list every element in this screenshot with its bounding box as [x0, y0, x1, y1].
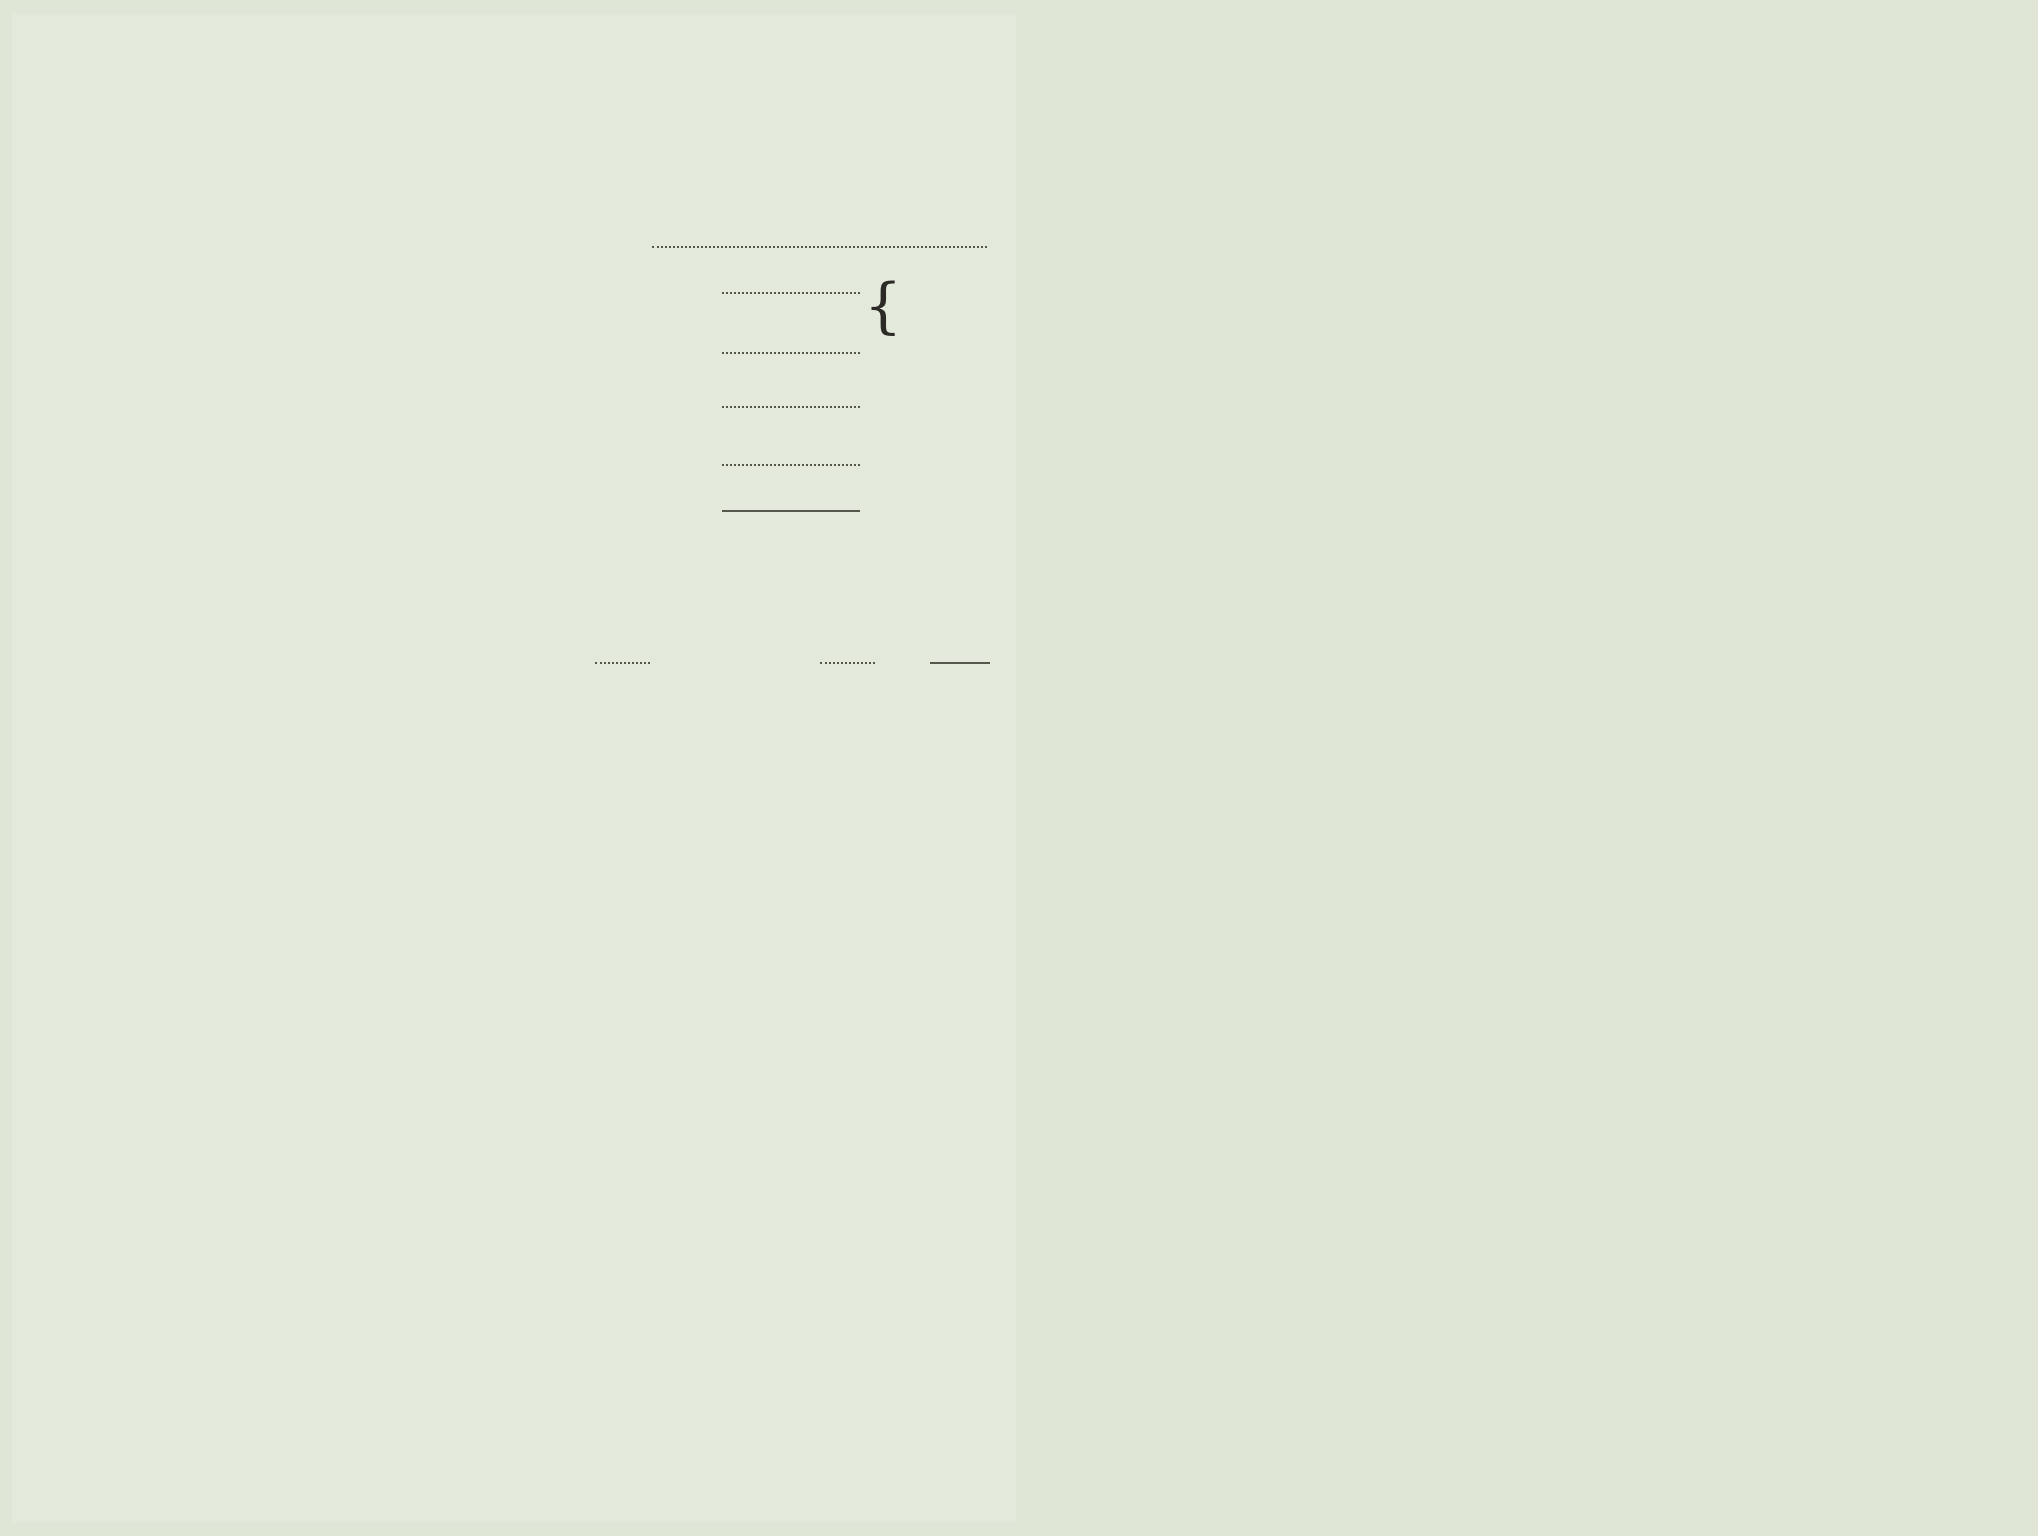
rooms-ordinary-answer: [722, 352, 860, 354]
angi-answer-line: [652, 246, 987, 248]
rooms-maid-answer: [722, 406, 860, 408]
left-page: [12, 14, 1016, 1522]
rooms-total-answer: [722, 510, 860, 512]
summary-p1-female: [820, 662, 875, 664]
rooms-brace: {: [864, 271, 903, 341]
summary-p1-total: [930, 662, 990, 664]
summary-p1-male: [595, 662, 650, 664]
rooms-kitchens-answer: [722, 292, 860, 294]
rooms-summer-answer: [722, 464, 860, 466]
